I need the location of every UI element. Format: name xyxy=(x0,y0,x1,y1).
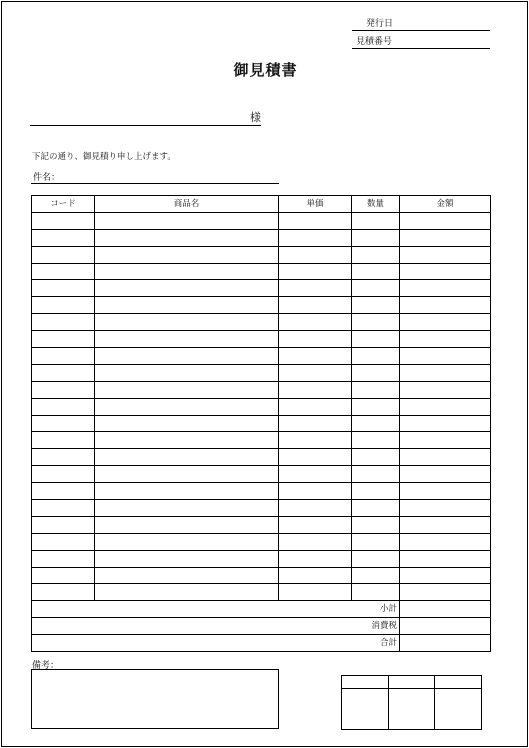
estimate-sheet xyxy=(1,1,528,747)
stamp-body-row xyxy=(342,689,482,730)
table-cell[interactable] xyxy=(352,432,400,449)
table-row xyxy=(32,500,491,517)
table-cell[interactable] xyxy=(352,398,400,415)
table-cell[interactable] xyxy=(95,398,279,415)
estimate-number-field[interactable] xyxy=(352,32,490,49)
table-cell[interactable] xyxy=(95,432,279,449)
table-cell[interactable] xyxy=(32,449,95,466)
table-row xyxy=(32,246,491,263)
table-cell[interactable] xyxy=(352,533,400,550)
notes-label: 備考： xyxy=(32,661,60,671)
table-cell[interactable] xyxy=(352,381,400,398)
table-cell[interactable] xyxy=(352,364,400,381)
items-header-row xyxy=(32,196,491,213)
table-cell[interactable] xyxy=(352,212,400,229)
notes-box[interactable] xyxy=(31,669,279,729)
table-cell[interactable] xyxy=(279,584,352,601)
table-cell[interactable] xyxy=(32,567,95,584)
table-cell[interactable] xyxy=(400,398,491,415)
table-cell[interactable] xyxy=(279,297,352,314)
table-cell[interactable] xyxy=(352,331,400,348)
table-cell[interactable] xyxy=(95,533,279,550)
column-header-product: 商品名 xyxy=(95,196,279,213)
table-row xyxy=(32,584,491,601)
table-cell[interactable] xyxy=(352,567,400,584)
table-cell[interactable] xyxy=(352,280,400,297)
table-row xyxy=(32,415,491,432)
table-cell[interactable] xyxy=(400,364,491,381)
table-cell[interactable] xyxy=(279,432,352,449)
stamp-boxes xyxy=(341,675,482,730)
table-cell[interactable] xyxy=(279,381,352,398)
items-table xyxy=(31,195,491,652)
tax-value-cell[interactable] xyxy=(400,618,491,635)
table-cell[interactable] xyxy=(32,415,95,432)
table-cell[interactable] xyxy=(400,229,491,246)
table-cell[interactable] xyxy=(32,584,95,601)
stamp-header-cell[interactable] xyxy=(388,676,435,689)
subject-field[interactable] xyxy=(31,171,279,184)
table-cell[interactable] xyxy=(279,280,352,297)
table-cell[interactable] xyxy=(400,381,491,398)
table-row xyxy=(32,398,491,415)
table-cell[interactable] xyxy=(279,466,352,483)
table-cell[interactable] xyxy=(400,212,491,229)
table-cell[interactable] xyxy=(279,516,352,533)
table-cell[interactable] xyxy=(32,229,95,246)
column-header-unit-price: 単価 xyxy=(279,196,352,213)
table-cell[interactable] xyxy=(32,381,95,398)
table-cell[interactable] xyxy=(32,314,95,331)
table-cell[interactable] xyxy=(95,297,279,314)
table-row xyxy=(32,212,491,229)
table-row xyxy=(32,432,491,449)
table-cell[interactable] xyxy=(400,500,491,517)
table-cell[interactable] xyxy=(400,533,491,550)
table-cell[interactable] xyxy=(95,331,279,348)
table-cell[interactable] xyxy=(400,348,491,365)
table-cell[interactable] xyxy=(95,415,279,432)
table-cell[interactable] xyxy=(400,550,491,567)
table-cell[interactable] xyxy=(95,550,279,567)
items-body xyxy=(32,212,491,651)
table-cell[interactable] xyxy=(95,516,279,533)
subject-label: 件名： xyxy=(33,173,61,183)
table-cell[interactable] xyxy=(279,348,352,365)
table-row xyxy=(32,229,491,246)
table-cell[interactable] xyxy=(95,584,279,601)
table-cell[interactable] xyxy=(279,567,352,584)
table-cell[interactable] xyxy=(400,415,491,432)
table-row xyxy=(32,314,491,331)
table-cell[interactable] xyxy=(279,246,352,263)
stamp-cell[interactable] xyxy=(388,689,435,730)
table-cell[interactable] xyxy=(279,229,352,246)
table-cell[interactable] xyxy=(95,229,279,246)
table-cell[interactable] xyxy=(400,314,491,331)
table-cell[interactable] xyxy=(279,364,352,381)
table-row xyxy=(32,483,491,500)
table-cell[interactable] xyxy=(95,280,279,297)
table-cell[interactable] xyxy=(32,550,95,567)
table-cell[interactable] xyxy=(279,263,352,280)
table-cell[interactable] xyxy=(400,483,491,500)
table-cell[interactable] xyxy=(279,550,352,567)
table-cell[interactable] xyxy=(400,449,491,466)
table-row xyxy=(32,331,491,348)
table-cell[interactable] xyxy=(352,297,400,314)
table-row xyxy=(32,516,491,533)
table-row xyxy=(32,381,491,398)
table-cell[interactable] xyxy=(400,246,491,263)
table-cell[interactable] xyxy=(32,516,95,533)
table-cell[interactable] xyxy=(279,415,352,432)
table-cell[interactable] xyxy=(95,314,279,331)
table-cell[interactable] xyxy=(95,263,279,280)
table-cell[interactable] xyxy=(400,331,491,348)
table-cell[interactable] xyxy=(352,550,400,567)
table-cell[interactable] xyxy=(352,348,400,365)
intro-text: 下記の通り、御見積り申し上げます。 xyxy=(32,152,176,162)
table-cell[interactable] xyxy=(95,567,279,584)
table-cell[interactable] xyxy=(352,263,400,280)
table-cell[interactable] xyxy=(95,466,279,483)
table-row xyxy=(32,533,491,550)
table-cell[interactable] xyxy=(400,280,491,297)
table-cell[interactable] xyxy=(279,483,352,500)
table-row xyxy=(32,466,491,483)
table-cell[interactable] xyxy=(279,533,352,550)
table-cell[interactable] xyxy=(95,348,279,365)
table-cell[interactable] xyxy=(279,212,352,229)
table-cell[interactable] xyxy=(400,466,491,483)
stamp-header-cell[interactable] xyxy=(435,676,482,689)
table-cell[interactable] xyxy=(279,449,352,466)
table-row xyxy=(32,280,491,297)
stamp-cell[interactable] xyxy=(342,689,389,730)
table-cell[interactable] xyxy=(400,516,491,533)
column-header-quantity: 数量 xyxy=(352,196,400,213)
summary-row-subtotal xyxy=(32,601,491,618)
summary-row-total xyxy=(32,635,491,652)
total-label: 合計 xyxy=(32,635,400,652)
table-cell[interactable] xyxy=(32,263,95,280)
table-cell[interactable] xyxy=(352,466,400,483)
table-cell[interactable] xyxy=(32,500,95,517)
table-cell[interactable] xyxy=(400,432,491,449)
issue-date-label: 発行日 xyxy=(366,19,394,29)
summary-row-tax xyxy=(32,618,491,635)
table-cell[interactable] xyxy=(95,483,279,500)
table-cell[interactable] xyxy=(32,246,95,263)
table-cell[interactable] xyxy=(32,212,95,229)
customer-suffix: 様 xyxy=(250,111,261,124)
issue-date-field[interactable] xyxy=(352,14,490,31)
table-cell[interactable] xyxy=(400,263,491,280)
stamp-header-row xyxy=(342,676,482,689)
column-header-code: コード xyxy=(32,196,95,213)
table-cell[interactable] xyxy=(352,449,400,466)
column-header-amount: 金額 xyxy=(400,196,491,213)
table-cell[interactable] xyxy=(32,348,95,365)
table-cell[interactable] xyxy=(95,381,279,398)
table-cell[interactable] xyxy=(400,567,491,584)
table-cell[interactable] xyxy=(32,331,95,348)
table-cell[interactable] xyxy=(400,297,491,314)
table-cell[interactable] xyxy=(32,297,95,314)
customer-name-field[interactable] xyxy=(30,113,261,126)
table-cell[interactable] xyxy=(400,584,491,601)
table-cell[interactable] xyxy=(32,466,95,483)
table-cell[interactable] xyxy=(32,533,95,550)
table-cell[interactable] xyxy=(279,314,352,331)
table-cell[interactable] xyxy=(352,314,400,331)
table-cell[interactable] xyxy=(352,516,400,533)
estimate-number-label: 見積番号 xyxy=(356,37,393,47)
table-row xyxy=(32,297,491,314)
table-cell[interactable] xyxy=(352,415,400,432)
table-row xyxy=(32,348,491,365)
table-row xyxy=(32,567,491,584)
subtotal-label: 小計 xyxy=(32,601,400,618)
tax-label: 消費税 xyxy=(32,618,400,635)
table-cell[interactable] xyxy=(32,432,95,449)
table-cell[interactable] xyxy=(279,500,352,517)
table-cell[interactable] xyxy=(32,398,95,415)
table-cell[interactable] xyxy=(95,246,279,263)
stamp-header-cell[interactable] xyxy=(342,676,389,689)
table-cell[interactable] xyxy=(32,364,95,381)
table-cell[interactable] xyxy=(95,364,279,381)
table-cell[interactable] xyxy=(95,212,279,229)
table-row xyxy=(32,364,491,381)
table-row xyxy=(32,449,491,466)
table-row xyxy=(32,550,491,567)
table-cell[interactable] xyxy=(95,500,279,517)
table-cell[interactable] xyxy=(352,246,400,263)
subtotal-value-cell[interactable] xyxy=(400,601,491,618)
table-cell[interactable] xyxy=(352,483,400,500)
table-cell[interactable] xyxy=(32,280,95,297)
table-cell[interactable] xyxy=(95,449,279,466)
document-title: 御見積書 xyxy=(233,61,298,79)
table-cell[interactable] xyxy=(352,500,400,517)
total-value-cell[interactable] xyxy=(400,635,491,652)
table-cell[interactable] xyxy=(32,483,95,500)
stamp-cell[interactable] xyxy=(435,689,482,730)
table-cell[interactable] xyxy=(279,331,352,348)
table-row xyxy=(32,263,491,280)
table-cell[interactable] xyxy=(352,229,400,246)
table-cell[interactable] xyxy=(279,398,352,415)
table-cell[interactable] xyxy=(352,584,400,601)
